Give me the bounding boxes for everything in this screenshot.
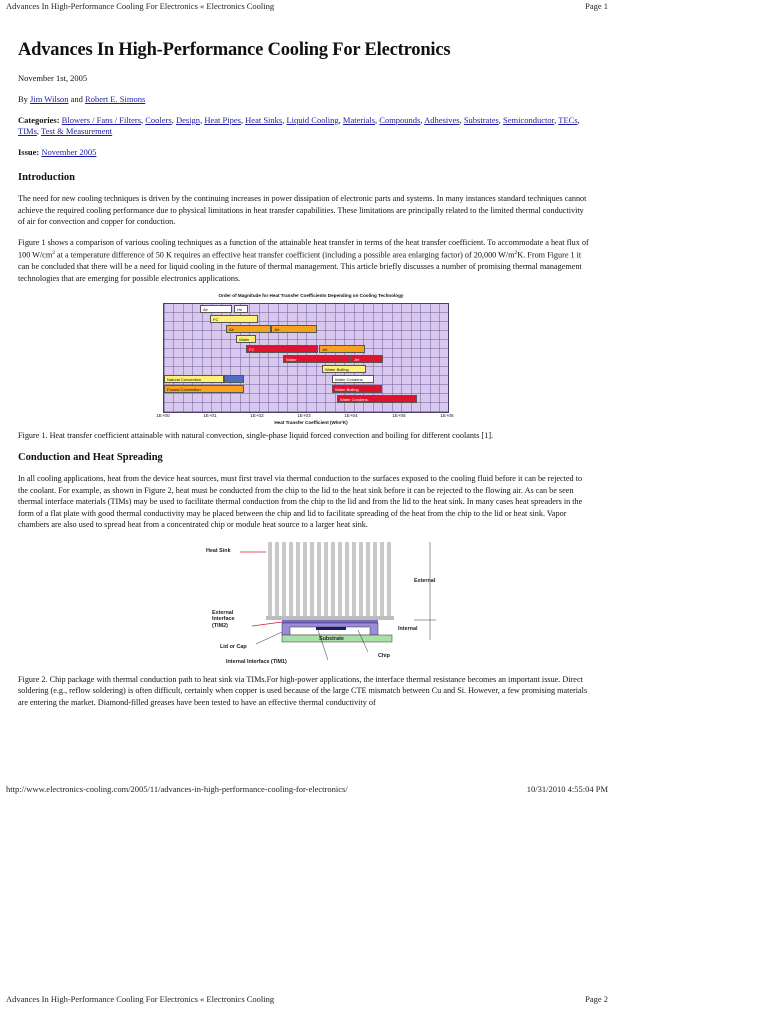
category-link[interactable]: Materials <box>342 115 376 125</box>
bar-water-forced: Water <box>283 355 351 363</box>
category-link[interactable]: Blowers / Fans / Filters <box>61 115 142 125</box>
page-title: Advances In High-Performance Cooling For Electronics <box>18 40 451 60</box>
bar-air-jet: Jet <box>271 325 317 333</box>
bar-fc-boiling: Water Boiling <box>322 365 366 373</box>
intro-paragraph-1: The need for new cooling techniques is driven by the continuing increases in power dissipation of electronic parts and systems. In many instances standard techniques cannot achieve the required cooling performance due to physical limitations in heat transfer capabilities. These limitations are principally related to the limited thermal conductivity of air for convection and copper for conduction. <box>18 194 587 226</box>
heat-sink-base <box>266 616 394 620</box>
figure-1-plot-area <box>163 303 449 413</box>
bar-fc-jet: Jet <box>319 345 365 353</box>
chip-package-svg <box>178 540 448 670</box>
x-tick-2: 1E+02 <box>250 413 264 419</box>
label-heat-sink: Heat Sink <box>206 547 231 554</box>
category-link[interactable]: Heat Sinks <box>245 115 283 125</box>
author-link-2[interactable]: Robert E. Simons <box>85 94 146 104</box>
page-2-header <box>6 994 608 1004</box>
footer-url: http://www.electronics-cooling.com/2005/11/advances-in-high-performance-cooling-for-electronics/ <box>6 784 348 794</box>
bar-fc-forced: FC <box>246 345 318 353</box>
x-tick-4: 1E+04 <box>344 413 358 419</box>
bar-water-boiling: Water Boiling <box>332 385 382 393</box>
bar-fc-natural: FC <box>210 315 258 323</box>
label-internal-interface: Internal Interface (TIM1) <box>226 658 287 665</box>
category-list: Blowers / Fans / Filters, Coolers, Design, Heat Pipes, Heat Sinks, Liquid Cooling, Materials, Compounds, Adhesives, Substrates, Semiconductor, TECs, TIMs, Test & Measurement <box>18 115 580 136</box>
footer-datetime: 10/31/2010 4:55:04 PM <box>526 784 608 794</box>
bar-water-natural: Water <box>236 335 256 343</box>
bar-water-condensation: Water Condens. <box>337 395 417 403</box>
label-internal: Internal <box>398 625 418 632</box>
bar-fc-condensation: Water Condens. <box>332 375 374 383</box>
category-link[interactable]: TIMs <box>18 126 37 136</box>
category-link[interactable]: Coolers <box>145 115 172 125</box>
bar-natural-convection-blue <box>224 375 244 383</box>
section-heading-introduction: Introduction <box>18 172 75 183</box>
page-header <box>6 1 608 11</box>
bar-air-forced: Air <box>226 325 271 333</box>
x-tick-5: 1E+05 <box>392 413 406 419</box>
page-footer <box>6 784 608 794</box>
bar-natural-convection-legend: Natural Convection <box>164 375 224 383</box>
section-heading-conduction: Conduction and Heat Spreading <box>18 452 163 464</box>
category-link[interactable]: Adhesives <box>424 115 460 125</box>
conduction-paragraph-1: In all cooling applications, heat from the device heat sources, must first travel via thermal conduction to the surfaces exposed to the cooling fluid before it can be rejected to the coolant. For example, as shown in Figure 2, heat must be conducted from the chip to the lid to the heat sink before it can be rejected to the flowing air. As can be seen thermal interface materials (TIMs) may be used to facilitate thermal conduction from the chip to the lid and from the lid to the heat sink. In many cases heat spreaders in the form of a flat plate with good thermal conductivity may be placed between the chip and lid to facilitate spreading of the heat from the chip to the lid or heat sink. Vapor chambers are also used to spread heat from a concentrated chip or module heat source to a larger heat sink. <box>18 474 583 530</box>
header-title: Advances In High-Performance Cooling For Electronics « Electronics Cooling <box>6 1 275 11</box>
intro-paragraph-2: Figure 1 shows a comparison of various cooling techniques as a function of the attainable heat transfer in terms of the heat transfer coefficient. To accommodate a heat flux of 100 $W/cm^2$ at a temperature difference of 50 K requires an effective heat transfer coefficient (including a possible area enlarging factor) of 20,000 $W/m^2K$. From Figure 1 it can be concluded that there will be a need for liquid cooling in the future of thermal management. This article briefly discusses a number of promising thermal management technologies that are emerging for possible electronics applications. <box>18 237 589 283</box>
page-2-number: Page 2 <box>585 994 608 1004</box>
category-link[interactable]: TECs <box>558 115 578 125</box>
label-substrate: Substrate <box>319 635 344 642</box>
category-link[interactable]: Heat Pipes <box>204 115 241 125</box>
label-lid-or-cap: Lid or Cap <box>220 643 247 650</box>
label-external: External <box>414 577 436 584</box>
bar-air-natural: Air <box>200 305 232 313</box>
x-axis-title: Heat Transfer Coefficient (W/m²K) <box>274 420 348 426</box>
heat-sink-fins <box>268 542 391 620</box>
label-chip: Chip <box>378 652 390 659</box>
article <box>18 40 592 717</box>
chip <box>316 627 346 630</box>
category-link[interactable]: Substrates <box>463 115 499 125</box>
x-tick-0: 1E+00 <box>156 413 170 419</box>
label-external-interface: External Interface (TIM2) <box>212 609 235 629</box>
category-link[interactable]: Semiconductor <box>503 115 555 125</box>
x-tick-6: 1E+06 <box>440 413 454 419</box>
x-tick-3: 1E+03 <box>297 413 311 419</box>
header-page-number: Page 1 <box>585 1 608 11</box>
figure-1-title: Order of Magnitude for Heat Transfer Coefficients Depending on Cooling Technology <box>218 293 404 299</box>
article-date: November 1st, 2005 <box>18 73 88 83</box>
page-2-title: Advances In High-Performance Cooling For Electronics « Electronics Cooling <box>6 994 275 1004</box>
bar-forced-convection-legend: Forced Convection <box>164 385 244 393</box>
category-link[interactable]: Compounds <box>379 115 421 125</box>
category-link[interactable]: Test & Measurement <box>41 126 113 136</box>
bar-boiling-legend <box>164 395 204 403</box>
issue-link[interactable]: November 2005 <box>41 147 97 157</box>
category-link[interactable]: Design <box>175 115 201 125</box>
x-tick-1: 1E+01 <box>203 413 217 419</box>
tim2-layer <box>282 620 378 623</box>
categories: Categories: Blowers / Fans / Filters, Coolers, Design, Heat Pipes, Heat Sinks, Liquid Cooling, Materials, Compounds, Adhesives, Substrates, Semiconductor, TECs, TIMs, Test & Measurement <box>18 115 580 136</box>
figure-2-diagram <box>178 540 448 670</box>
figure-1-chart <box>156 293 461 426</box>
category-link[interactable]: Liquid Cooling <box>286 115 339 125</box>
author-link-1[interactable]: Jim Wilson <box>30 94 69 104</box>
figure-1-caption: Figure 1. Heat transfer coefficient attainable with natural convection, single-phase liquid forced convection and boiling for different coolants [1]. <box>18 431 494 441</box>
bar-water-jet: Jet <box>351 355 383 363</box>
bar-he: He <box>234 305 248 313</box>
issue: Issue: November 2005 <box>18 147 97 157</box>
byline: By Jim Wilson and Robert E. Simons <box>18 94 146 104</box>
figure-2-caption: Figure 2. Chip package with thermal conduction path to heat sink via TIMs.For high-power applications, the interface thermal resistance becomes an important issue. Direct soldering (e.g., reflow soldering) is often difficult, certainly when copper is used because of the large CTE mismatch between Cu and Si. However, a few promising materials are entering the market. Diamond-filled greases have been tested to have an effective thermal conductivity of <box>18 674 588 707</box>
